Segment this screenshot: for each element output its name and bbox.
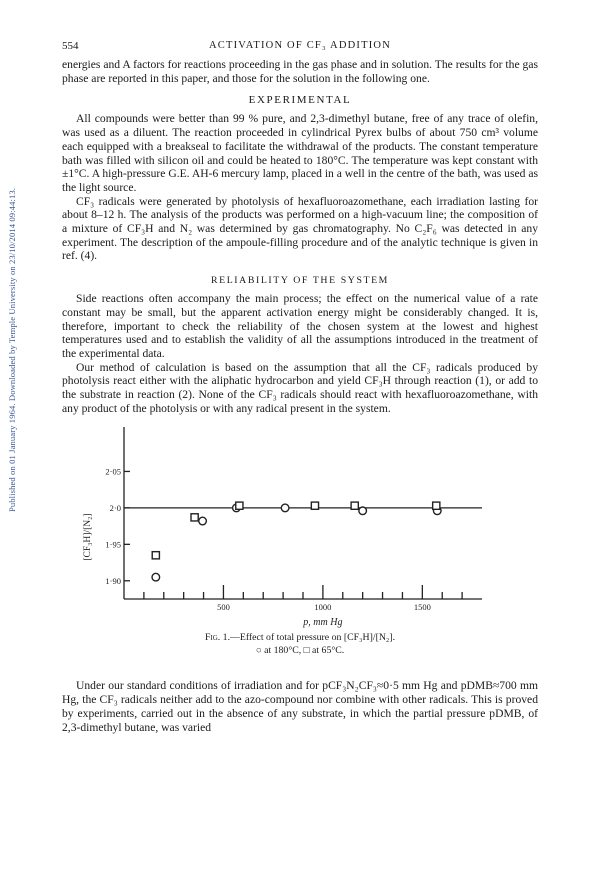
chart-marks xyxy=(152,503,441,582)
section-heading-experimental: EXPERIMENTAL xyxy=(248,94,352,107)
data-point-square xyxy=(236,503,243,510)
x-axis-label: p, mm Hg xyxy=(303,617,343,629)
y-tick-label: 2·05 xyxy=(105,466,121,477)
data-point-circle xyxy=(152,574,160,582)
running-title: ACTIVATION OF CF₃ ADDITION xyxy=(209,40,391,51)
data-point-square xyxy=(311,503,318,510)
y-tick-label: 2·0 xyxy=(109,503,121,514)
chart-axes xyxy=(124,427,482,599)
intro-paragraph: energies and A factors for reactions proceeding in the gas phase and in solution. The results for the gas phase are reported in this paper, and those for the solution in the following one. xyxy=(62,58,538,85)
data-point-square xyxy=(191,514,198,521)
page-content xyxy=(62,40,538,734)
data-point-square xyxy=(152,552,159,559)
x-tick-label: 500 xyxy=(217,602,230,613)
download-watermark xyxy=(4,150,20,550)
download-watermark-text: Published on 01 January 1964. Downloaded by Temple University on 23/10/2014 09:44:13. xyxy=(7,187,17,513)
reliability-paragraph-2: Our method of calculation is based on the assumption that all the CF₃ radicals produced by photolysis react either with the aliphatic hydrocarbon and yield CF₃H through reaction (1), or add to the substrate in reaction (2). None of the CF₃ radicals should react with hexafluoroazomethane, with any product of the photolysis or with any radical present in the system. xyxy=(62,360,538,415)
y-axis-label: [CF₃H]/[N₂] xyxy=(83,513,93,562)
experimental-paragraph-2: CF₃ radicals were generated by photolysis of hexafluoroazomethane, each irradiation lasting for about 8–12 h. The analysis of the products was performed on a high-vacuum line; the composition of a mixture of CF₃H and N₂ was determined by gas chromatography. No C₂F₆ was detected in any experiment. The description of the ampoule-filling procedure and of the analytic technique is given in ref. (4). xyxy=(62,194,538,263)
y-tick-label: 1·90 xyxy=(105,576,121,587)
chart-ticks xyxy=(105,467,462,613)
data-point-square xyxy=(433,503,440,510)
data-point-square xyxy=(351,503,358,510)
page-number: 554 xyxy=(62,40,79,52)
experimental-paragraph-1: All compounds were better than 99 % pure, and 2,3-dimethyl butane, free of any trace of olefin, was used as a diluent. The reaction proceeded in cylindrical Pyrex bulbs of about 750 cm³ volume each equipped with a breakseal to facilitate the withdrawal of the products. The constant temperature bath was filled with silicon oil and could be heated to 180°C. The temperature was kept constant with ±1°C. A high-pressure G.E. AH-6 mercury lamp, placed in a well in the centre of the bath, was used as the light source. xyxy=(62,112,538,194)
figure-caption-legend: ○ at 180°C, □ at 65°C. xyxy=(255,645,345,657)
y-tick-label: 1·95 xyxy=(105,539,121,550)
figure-1-chart xyxy=(62,427,538,629)
x-tick-label: 1500 xyxy=(413,602,431,613)
page-header xyxy=(62,40,538,58)
figure-1 xyxy=(62,427,538,629)
figure-caption-text: —Effect of total pressure on [CF₃H]/[N₂]. xyxy=(230,632,396,644)
data-point-circle xyxy=(199,518,207,526)
after-figure-paragraph: Under our standard conditions of irradiation and for pCF₃N₂CF₃≈0·5 mm Hg and pDMB≈700 mm Hg, the CF₃ radicals neither add to the azo-compound nor combine with other radicals. This is proved by experiments, carried out in the absence of any substrate, in which the partial pressure pDMB, of 2,3-dimethyl butane, was varied xyxy=(62,679,538,734)
x-tick-label: 1000 xyxy=(314,602,332,613)
data-point-circle xyxy=(359,507,367,515)
reliability-paragraph-1: Side reactions often accompany the main process; the effect on the numerical value of a rate constant may be small, but the apparent activation energy might be considerably changed. It is, therefore, important to check the reliability of the chosen system at the lowest and highest temperatures used and to establish the validity of all the assumptions introduced in the treatment of the experimental data. xyxy=(62,292,538,360)
section-heading-reliability: RELIABILITY OF THE SYSTEM xyxy=(211,275,389,287)
data-point-circle xyxy=(281,505,289,513)
figure-caption xyxy=(62,631,538,657)
figure-caption-label: Fig. 1. xyxy=(204,632,231,644)
